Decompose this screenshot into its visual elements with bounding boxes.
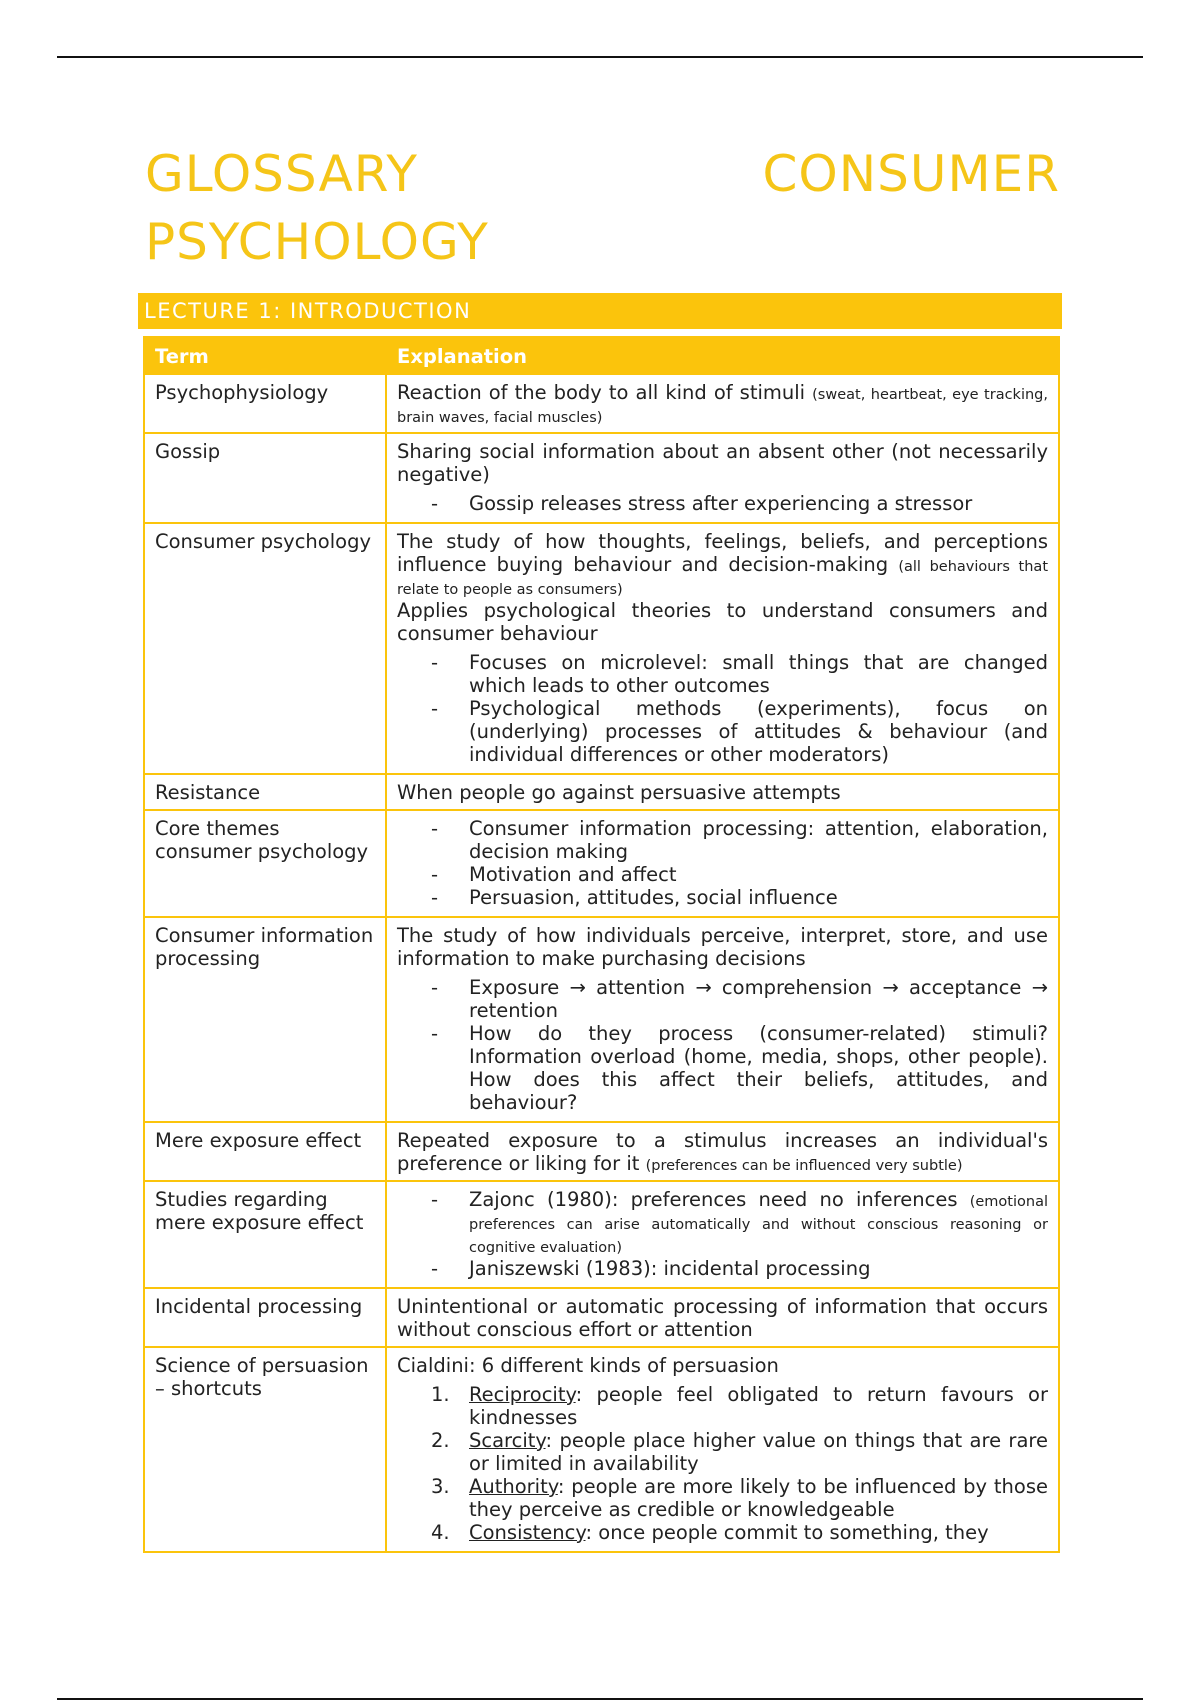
list-item: - Gossip releases stress after experiencing a stressor [397, 492, 1048, 515]
explanation-note: (sweat, heartbeat, eye tracking, brain waves, facial muscles) [397, 387, 1048, 426]
bullet-list [397, 1188, 1048, 1280]
principle-name: Reciprocity [469, 1383, 576, 1406]
header-explanation: Explanation [386, 337, 1059, 374]
table-row [144, 917, 1059, 1122]
principle-text: : people place higher value on things that are rare or limited in availability [469, 1429, 1048, 1475]
principle-name: Consistency [469, 1521, 586, 1544]
table-row [144, 1122, 1059, 1181]
glossary-table [143, 336, 1060, 1553]
list-item: - Consumer information processing: attention, elaboration, decision making [397, 817, 1048, 863]
bullet-list [397, 976, 1048, 1114]
title-word-glossary: GLOSSARY [145, 145, 418, 203]
table-header-row [144, 337, 1059, 374]
header-term: Term [144, 337, 386, 374]
study-note: (emotional preferences can arise automatically and without conscious reasoning or cognitive evaluation) [469, 1194, 1048, 1256]
explanation-text: Reaction of the body to all kind of stimuli [397, 381, 806, 404]
table-row [144, 810, 1059, 917]
explanation-cell [386, 523, 1059, 774]
list-item [397, 1521, 1048, 1544]
list-item: - Motivation and affect [397, 863, 1048, 886]
numbered-list [397, 1383, 1048, 1544]
explanation-text-2: Applies psychological theories to understand consumers and consumer behaviour [397, 599, 1048, 645]
term-cell: Resistance [144, 774, 386, 810]
explanation-note: (all behaviours that relate to people as consumers) [397, 559, 1049, 598]
bullet-list [397, 651, 1048, 766]
principle-name: Authority [469, 1475, 558, 1498]
study-text: Zajonc (1980): preferences need no inferences [469, 1188, 958, 1211]
term-cell: Psychophysiology [144, 374, 386, 433]
term-cell: Consumer information processing [144, 917, 386, 1122]
term-cell: Gossip [144, 433, 386, 523]
list-number: 1. [431, 1383, 450, 1406]
explanation-cell [386, 1122, 1059, 1181]
table-row [144, 433, 1059, 523]
principle-text: : people are more likely to be influenced by those they perceive as credible or knowledgeable [469, 1475, 1048, 1521]
term-cell: Mere exposure effect [144, 1122, 386, 1181]
term-cell: Core themes consumer psychology [144, 810, 386, 917]
page-title [145, 140, 1060, 276]
explanation-text: Sharing social information about an absent other (not necessarily negative) [397, 440, 1048, 486]
list-item: - Persuasion, attitudes, social influence [397, 886, 1048, 909]
table-row [144, 1181, 1059, 1288]
explanation-paragraph [397, 530, 1048, 599]
principle-name: Scarcity [469, 1429, 546, 1452]
list-item [397, 1188, 1048, 1257]
term-cell: Consumer psychology [144, 523, 386, 774]
list-item [397, 1475, 1048, 1521]
bullet-list [397, 492, 1048, 515]
list-number: 2. [431, 1429, 450, 1452]
list-item: - Focuses on microlevel: small things that are changed which leads to other outcomes [397, 651, 1048, 697]
explanation-cell [386, 917, 1059, 1122]
table-row [144, 774, 1059, 810]
title-word-consumer: CONSUMER [762, 145, 1060, 203]
list-item: - Exposure → attention → comprehension → acceptance → retention [397, 976, 1048, 1022]
principle-text: : once people commit to something, they [585, 1521, 989, 1544]
title-word-psychology: PSYCHOLOGY [145, 213, 489, 271]
explanation-text: The study of how thoughts, feelings, beliefs, and perceptions influence buying behaviour and decision-making [397, 530, 1048, 576]
explanation-note: (preferences can be influenced very subtle) [645, 1158, 963, 1174]
explanation-cell: When people go against persuasive attempts [386, 774, 1059, 810]
table-row [144, 1288, 1059, 1347]
list-item [397, 1383, 1048, 1429]
list-item: - Psychological methods (experiments), focus on (underlying) processes of attitudes & behaviour (and individual differences or other moderators) [397, 697, 1048, 766]
list-item: - How do they process (consumer-related) stimuli? Information overload (home, media, shops, other people). How does this affect their beliefs, attitudes, and behaviour? [397, 1022, 1048, 1114]
explanation-text: Cialdini: 6 different kinds of persuasion [397, 1354, 779, 1377]
top-rule [57, 56, 1143, 58]
term-cell: Studies regarding mere exposure effect [144, 1181, 386, 1288]
table-row [144, 1347, 1059, 1552]
explanation-cell [386, 1181, 1059, 1288]
explanation-cell [386, 1347, 1059, 1552]
list-item: - Janiszewski (1983): incidental processing [397, 1257, 1048, 1280]
term-cell: Science of persuasion – shortcuts [144, 1347, 386, 1552]
list-number: 3. [431, 1475, 450, 1498]
explanation-text: The study of how individuals perceive, interpret, store, and use information to make purchasing decisions [397, 924, 1048, 970]
explanation-text: Repeated exposure to a stimulus increases an individual's preference or liking for it [397, 1129, 1048, 1175]
explanation-cell [386, 374, 1059, 433]
term-cell: Incidental processing [144, 1288, 386, 1347]
explanation-cell [386, 433, 1059, 523]
section-heading: LECTURE 1: INTRODUCTION [138, 293, 1062, 329]
list-number: 4. [431, 1521, 450, 1544]
table-row [144, 523, 1059, 774]
list-item [397, 1429, 1048, 1475]
explanation-cell [386, 810, 1059, 917]
principle-text: : people feel obligated to return favours or kindnesses [469, 1383, 1048, 1429]
bullet-list [397, 817, 1048, 909]
explanation-cell: Unintentional or automatic processing of information that occurs without conscious effort or attention [386, 1288, 1059, 1347]
table-row [144, 374, 1059, 433]
